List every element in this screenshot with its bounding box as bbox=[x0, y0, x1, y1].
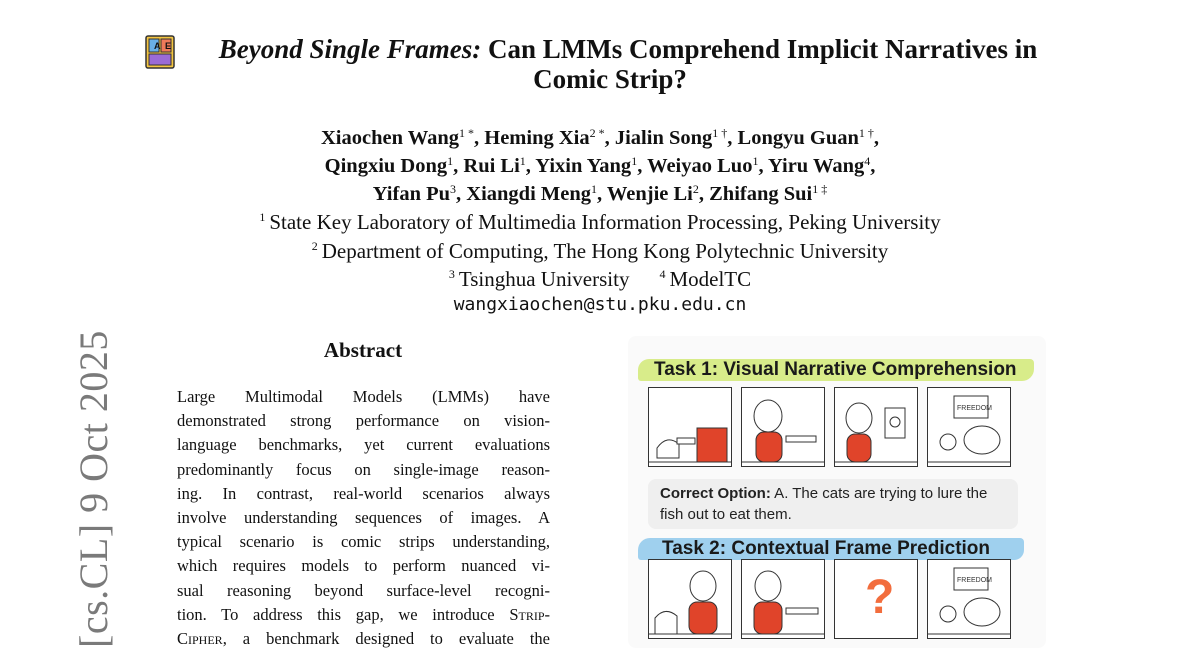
comic-frame bbox=[834, 559, 918, 639]
abstract-line: typical scenario is comic strips understanding, bbox=[177, 532, 550, 552]
abstract-line: which requires models to perform nuanced vi- bbox=[177, 556, 550, 576]
abstract-line: tion. To address this gap, we introduce Strip- bbox=[177, 604, 550, 624]
affiliation-text: Department of Computing, The Hong Kong Polytechnic University bbox=[321, 239, 889, 263]
sign-text: FREEDOM bbox=[957, 405, 992, 412]
author-name: Rui Li bbox=[463, 155, 520, 177]
author-name: Yiru Wang bbox=[767, 155, 865, 177]
author-name: Yixin Yang bbox=[535, 155, 632, 177]
affiliation-2 bbox=[150, 237, 1050, 265]
author-mark: 4 bbox=[864, 154, 871, 168]
author-mark: 2 * bbox=[589, 126, 605, 140]
author-mark: 1 * bbox=[459, 126, 475, 140]
comic-panel-art bbox=[742, 560, 825, 639]
author-name: Xiaochen Wang bbox=[320, 127, 460, 149]
teaser-figure bbox=[628, 336, 1046, 648]
correct-option-box bbox=[648, 479, 1018, 529]
author-name: Yifan Pu bbox=[372, 183, 451, 205]
affiliation-text: State Key Laboratory of Multimedia Information Processing, Peking University bbox=[269, 210, 941, 234]
affiliation-number: 2 bbox=[311, 239, 318, 253]
comic-frame bbox=[741, 559, 825, 639]
author-name: Longyu Guan bbox=[737, 127, 859, 149]
abstract-line: involve understanding sequences of images. A bbox=[177, 508, 550, 528]
abstract-line: ing. In contrast, real-world scenarios always bbox=[177, 483, 550, 503]
abstract-line: Large Multimodal Models (LMMs) have bbox=[177, 387, 550, 406]
svg-text:E: E bbox=[165, 41, 172, 51]
benchmark-name: Strip- bbox=[509, 604, 550, 624]
comic-panel-art bbox=[928, 560, 1011, 639]
question-mark: ? bbox=[865, 571, 895, 624]
abstract-line: predominantly focus on single-image reason- bbox=[177, 459, 550, 479]
comic-frame bbox=[741, 387, 825, 467]
abstract-line: Cipher, a benchmark designed to evaluate the bbox=[177, 629, 550, 649]
option-label: Correct Option: bbox=[660, 485, 771, 502]
author-line-2: Qingxiu Dong$^1$, Rui Li$^1$, Yixin Yang$^1$, Weiyao Luo$^1$, Yiru Wang$^4$, bbox=[324, 154, 876, 177]
abstract-line: language benchmarks, yet current evaluations bbox=[177, 435, 550, 455]
abstract-line: sual reasoning beyond surface-level recogni- bbox=[177, 580, 550, 600]
comic-panel-art bbox=[742, 388, 825, 467]
comic-panel-art bbox=[835, 388, 918, 467]
contact-email[interactable]: wangxiaochen@stu.pku.edu.cn bbox=[453, 294, 747, 315]
benchmark-name: Cipher bbox=[177, 629, 223, 649]
comic-panel-art bbox=[649, 388, 732, 467]
author-mark: 1 bbox=[631, 154, 638, 168]
author-line-1: Xiaochen Wang$^{1 *}$, Heming Xia$^{2 *}$, Jialin Song$^{1 \dagger}$, Longyu Guan$^{1 \dagger}$, bbox=[320, 126, 880, 149]
comic-frame bbox=[648, 559, 732, 639]
author-mark: 1 ‡ bbox=[812, 182, 828, 196]
title-line2: Comic Strip? bbox=[533, 64, 687, 94]
author-name: Zhifang Sui bbox=[709, 183, 813, 205]
comic-frame bbox=[927, 387, 1011, 467]
affiliation-1 bbox=[150, 208, 1050, 236]
author-mark: 3 bbox=[450, 182, 457, 196]
comic-frame bbox=[648, 387, 732, 467]
task2-title: Task 2: Contextual Frame Prediction bbox=[662, 538, 991, 559]
author-mark: 1 bbox=[591, 182, 597, 196]
author-name: Jialin Song bbox=[614, 127, 713, 149]
author-name: Xiangdi Meng bbox=[466, 183, 591, 205]
abstract-heading: Abstract bbox=[323, 338, 403, 362]
arxiv-side-stamp: [cs.CL] 9 Oct 2025 bbox=[71, 330, 116, 648]
option-text: A. The cats are trying to lure the fish out to eat them. bbox=[660, 485, 988, 523]
abstract-line: demonstrated strong performance on vision- bbox=[177, 411, 550, 431]
comic-frame bbox=[834, 387, 918, 467]
affiliation-text: Tsinghua University bbox=[458, 267, 630, 291]
author-name: Wenjie Li bbox=[606, 183, 693, 205]
author-line-3: Yifan Pu$^3$, Xiangdi Meng$^1$, Wenjie Li$^2$, Zhifang Sui$^{1 \ddagger}$ bbox=[372, 182, 828, 205]
author-mark: 1 bbox=[519, 154, 526, 168]
author-mark: 1 † bbox=[712, 126, 728, 140]
author-mark: 1 bbox=[752, 154, 759, 168]
title-emphasis: Beyond Single Frames: bbox=[218, 34, 482, 64]
affiliation-number: 1 bbox=[259, 210, 266, 224]
author-mark: 2 bbox=[692, 182, 699, 196]
task1-banner bbox=[642, 357, 1032, 383]
affiliation-number: 4 bbox=[659, 267, 666, 281]
sign-text: FREEDOM bbox=[957, 577, 992, 584]
author-mark: 1 bbox=[447, 154, 454, 168]
affiliation-3-4 bbox=[150, 265, 1050, 293]
comic-panel-art bbox=[649, 560, 732, 639]
author-name: Qingxiu Dong bbox=[324, 155, 448, 177]
paper-title bbox=[145, 34, 1075, 94]
abstract-body bbox=[177, 385, 550, 651]
title-line1: Can LMMs Comprehend Implicit Narratives in bbox=[481, 34, 1038, 64]
author-mark: 1 † bbox=[858, 126, 874, 140]
affiliation-text: ModelTC bbox=[669, 267, 752, 291]
comic-frame bbox=[927, 559, 1011, 639]
affiliation-number: 3 bbox=[448, 267, 455, 281]
author-list bbox=[150, 124, 1050, 208]
author-name: Weiyao Luo bbox=[647, 155, 753, 177]
comic-panel-art bbox=[928, 388, 1011, 467]
svg-text:A: A bbox=[154, 41, 161, 51]
author-name: Heming Xia bbox=[484, 127, 590, 149]
task1-title: Task 1: Visual Narrative Comprehension bbox=[654, 359, 1017, 380]
